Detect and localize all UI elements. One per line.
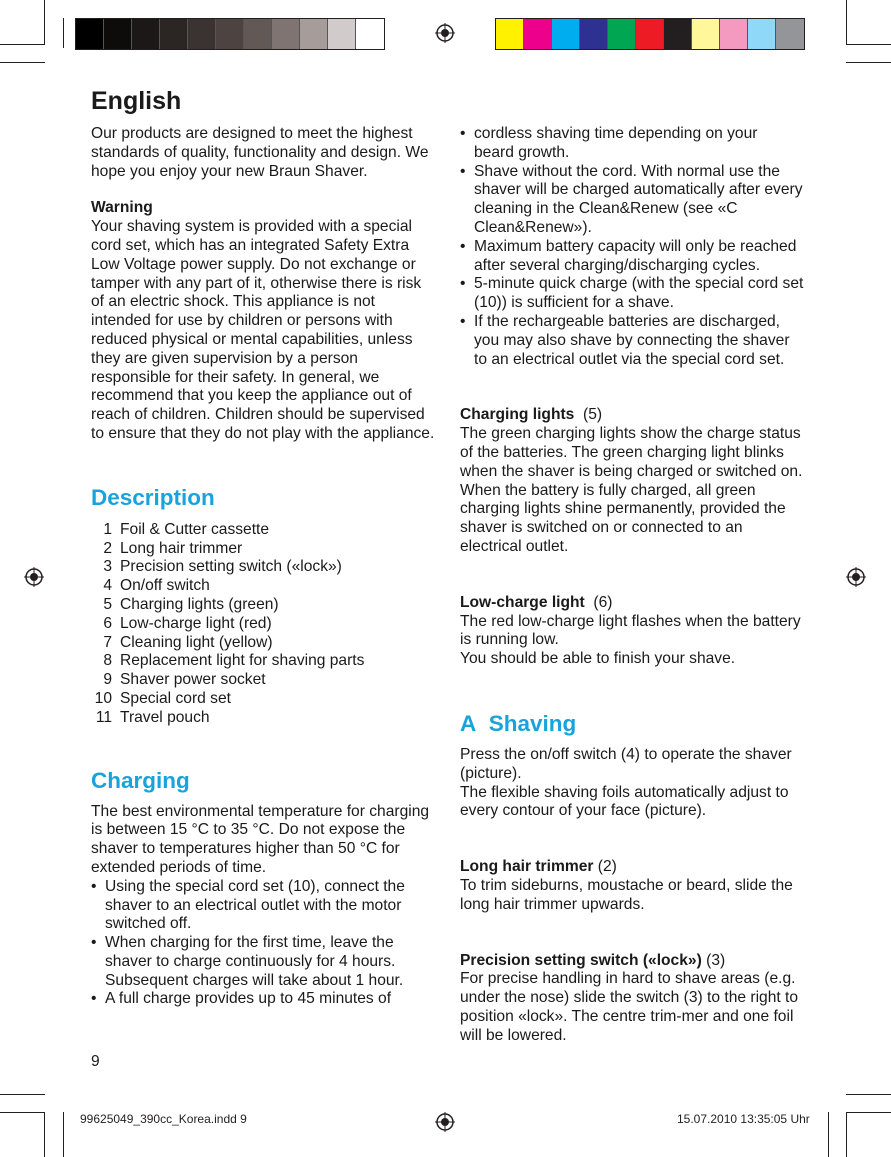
language-heading: English [91,87,182,115]
list-item [91,558,436,577]
list-item [91,615,436,634]
crop-mark-bottom-left-h [0,1094,45,1095]
gray-swatch [244,19,272,49]
color-swatch [552,19,580,49]
list-item: • Using the special cord set (10), connect the shaver to an electrical outlet with the motor switched off. [91,878,436,934]
precision-heading: Precision setting switch («lock») (3) [460,951,726,969]
crop-mark-bottom-right-h2 [846,1112,891,1113]
warning-text: Your shaving system is provided with a special cord set, which has an integrated Safety Extra Low Voltage power supply. Do not exchange or tamper with any part of it, otherwise there is risk of an electric shock. This appliance is not intended for use by children or persons with reduced physical or mental capabilities, unless they are given supervision by a person responsible for their safety. In general, we recommend that you keep the appliance out of reach of children. Children should be supervised to ensure that they do not play with the appliance. [91,218,435,442]
crop-mark-top-right-h2 [846,62,891,63]
registration-mark-icon [435,1112,455,1132]
shaving-text-1: Press the on/off switch (4) to operate the shaver (picture). [460,745,792,782]
grayscale-color-bar [75,18,385,50]
item-label: Long hair trimmer [120,539,243,557]
item-label: Charging lights (green) [120,595,279,613]
gray-swatch [104,19,132,49]
crop-mark-top-right-h [846,44,891,45]
gray-swatch [132,19,160,49]
gray-swatch [188,19,216,49]
list-item [91,540,436,559]
list-item [91,521,436,540]
item-label: Special cord set [120,689,231,707]
item-number: 4 [103,577,112,595]
list-item [91,709,436,728]
slug-timestamp: 15.07.2010 13:35:05 Uhr [677,1112,810,1126]
low-charge-text-2: You should be able to finish your shave. [460,650,736,668]
description-list [91,521,436,728]
bullet-continuation [460,125,805,163]
charging-heading: Charging [91,767,190,793]
item-label: Precision setting switch («lock») [120,558,342,576]
description-heading: Description [91,484,215,510]
crop-mark-top-right-v [846,0,847,45]
color-swatch [580,19,608,49]
list-item [91,690,436,709]
item-number: 2 [103,539,112,557]
gray-swatch [216,19,244,49]
list-item [91,634,436,653]
list-item [91,671,436,690]
charging-bullets-more [460,163,805,370]
gray-swatch [356,19,384,49]
item-number: 10 [94,689,112,707]
left-column [91,125,436,1009]
list-item [91,652,436,671]
color-swatch [636,19,664,49]
shaving-text-2: The flexible shaving foils automatically adjust to every contour of your face (picture). [460,783,789,820]
charging-bullets-left [91,878,436,1010]
gray-swatch [272,19,300,49]
list-item [91,577,436,596]
charging-lights-text: The green charging lights show the charge status of the batteries. The green charging light blinks when the shaver is being charged or switched on. When the battery is fully charged, all green charging lights shine permanently, provided the shaver is switched on or connected to an electrical outlet. [460,425,803,555]
gray-swatch [76,19,104,49]
crop-mark-bottom-right-v2 [828,1112,829,1157]
color-swatch [524,19,552,49]
item-number: 3 [103,558,112,576]
color-swatch [608,19,636,49]
item-number: 5 [103,595,112,613]
item-number: 9 [103,671,112,689]
list-item: • If the rechargeable batteries are discharged, you may also shave by connecting the shaver to an electrical outlet via the special cord set. [460,313,805,369]
item-number: 8 [103,652,112,670]
crop-mark-bottom-left-h2 [0,1112,45,1113]
item-label: On/off switch [120,577,210,595]
item-label: Low-charge light (red) [120,614,272,632]
crop-mark-bottom-left-v [44,1112,45,1157]
item-label: Foil & Cutter cassette [120,520,270,538]
list-item [91,596,436,615]
gray-swatch [160,19,188,49]
color-swatch [720,19,748,49]
long-hair-heading: Long hair trimmer (2) [460,858,617,876]
item-label: Replacement light for shaving parts [120,652,365,670]
crop-mark-bottom-right-h [846,1094,891,1095]
crop-mark-top-left-h [0,44,45,45]
crop-mark-bottom-left-v2 [63,1112,64,1157]
continuation-line-2: beard growth. [474,143,570,161]
list-item: • When charging for the first time, leave the shaver to charge continuously for 4 hours. Subsequent charges will take about 1 hour. [91,934,436,990]
charging-text: The best environmental temperature for charging is between 15 °C to 35 °C. Do not expose the shaver to temperatures higher than 50 °C for extended periods of time. [91,802,430,876]
warning-title: Warning [91,199,153,217]
list-item: • 5-minute quick charge (with the special cord set (10)) is sufficient for a shave. [460,275,805,313]
long-hair-text: To trim sideburns, moustache or beard, slide the long hair trimmer upwards. [460,876,793,913]
continuation-line-1: cordless shaving time depending on your [474,125,758,142]
item-label: Shaver power socket [120,671,266,689]
item-label: Travel pouch [120,708,210,726]
color-swatch [748,19,776,49]
gray-swatch [300,19,328,49]
precision-text: For precise handling in hard to shave areas (e.g. under the nose) slide the switch (3) to the right to position «lock». The centre trim-mer and one foil will be lowered. [460,970,799,1044]
registration-mark-icon [24,567,44,587]
registration-mark-icon [846,567,866,587]
list-item: • Maximum battery capacity will only be reached after several charging/discharging cycles. [460,238,805,276]
right-column-main [460,125,805,1045]
list-item: • A full charge provides up to 45 minutes of [91,990,436,1009]
crop-mark-top-left-v2 [63,18,64,48]
item-number: 6 [103,614,112,632]
shaving-heading: A Shaving [460,710,577,736]
low-charge-text-1: The red low-charge light flashes when the battery is running low. [460,612,801,649]
item-number: 7 [103,633,112,651]
intro-paragraph: Our products are designed to meet the highest standards of quality, functionality and design. We hope you enjoy your new Braun Shaver. [91,125,429,180]
color-swatch [776,19,804,49]
color-swatch [496,19,524,49]
slug-file-info: 99625049_390cc_Korea.indd 9 [80,1112,247,1126]
charging-lights-heading: Charging lights (5) [460,406,603,424]
crop-mark-top-left-h2 [0,62,45,63]
gray-swatch [328,19,356,49]
process-color-bar [495,18,805,50]
item-number: 11 [95,708,112,726]
low-charge-heading: Low-charge light (6) [460,593,613,611]
crop-mark-top-left-v [44,0,45,45]
color-swatch [664,19,692,49]
color-swatch [692,19,720,49]
page-number: 9 [91,1053,100,1070]
registration-mark-icon [435,23,455,43]
list-item: • Shave without the cord. With normal use the shaver will be charged automatically after every cleaning in the Clean&Renew (see «C Clean&Renew»). [460,163,805,238]
item-number: 1 [103,520,112,538]
item-label: Cleaning light (yellow) [120,633,273,651]
crop-mark-bottom-right-v [846,1112,847,1157]
